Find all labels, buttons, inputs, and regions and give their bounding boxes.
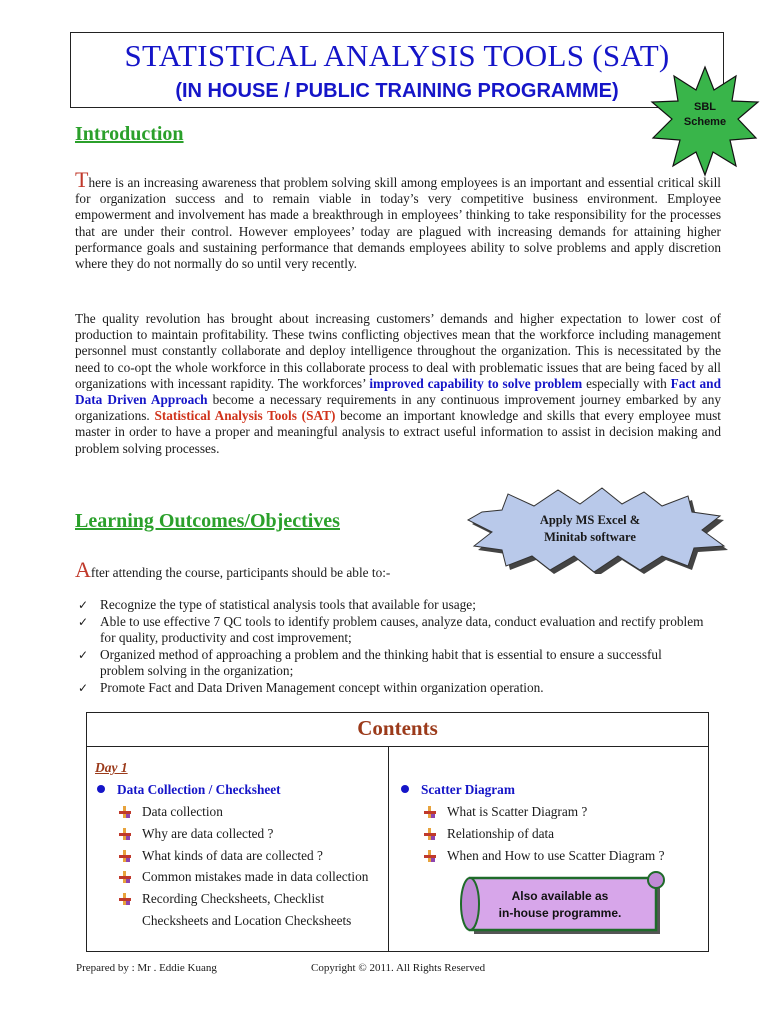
para2-highlight-sat: Statistical Analysis Tools (SAT) [154,408,336,424]
pointer-hand-icon [423,827,437,841]
data-collection-items [118,801,382,932]
intro-paragraph-2 [75,311,721,457]
pointer-hand-icon [118,849,132,863]
footer-copyright: Copyright © 2011. All Rights Reserved [311,962,486,974]
list-item [118,845,382,867]
contents-column-divider [388,746,389,952]
objective-item: ✓ Recognize the type of statistical analysis tools that available for usage; [75,597,707,614]
pointer-hand-icon [118,870,132,884]
learning-drop-initial: A [75,557,91,582]
list-item-text: Why are data collected ? [142,825,274,841]
para2-highlight-fact-data: Fact and Data Driven Approach [75,375,721,408]
sbl-badge-label [664,100,746,130]
pointer-hand-icon [118,805,132,819]
list-item-text: What is Scatter Diagram ? [447,804,588,819]
topic-scatter-diagram [401,782,515,798]
para2-text-1: The quality revolution has brought about increasing customers’ demands and higher expectation to lower cost of production to maintain profitability. These twins conflicting objectives mean that the workforce including management personnel must constantly collaborate and deploy intelligence throughout the organization. This is necessitated by the need to co-opt the whole workforce in this collaborate process to deal with problematic issues that are being faced by all organizations with incessant rapidity. The workforces’ [75,311,721,391]
learning-intro-text: fter attending the course, participants should be able to:- [90,565,391,580]
para2-text-3: become a necessary requirements in any continuous improvement journey embarked by any organizations. [75,392,721,424]
objective-item: ✓ Promote Fact and Data Driven Management concept within organization operation. [75,680,707,697]
list-item [118,866,382,888]
list-item-text: Relationship of data [447,825,555,841]
list-item-text: Recording Checksheets, Checklist Checksheets and Location Checksheets [142,891,352,928]
page-subtitle: (IN HOUSE / PUBLIC TRAINING PROGRAMME) [175,80,619,102]
callout-line-1: Apply MS Excel & [539,513,641,527]
list-item [118,823,382,845]
pointer-hand-icon [423,849,437,863]
list-item [423,845,707,867]
scatter-diagram-items [423,801,707,866]
scroll-line-2: in-house programme. [498,906,622,920]
pointer-hand-icon [118,827,132,841]
topic-heading: Data Collection / Checksheet [117,782,281,797]
topic-data-collection [97,782,281,798]
footer-prepared-by: Prepared by : Mr . Eddie Kuang [76,962,217,974]
list-item [118,888,382,932]
pointer-hand-icon [118,892,132,906]
list-item-text: Common mistakes made in data collection [142,869,369,885]
page-title: STATISTICAL ANALYSIS TOOLS (SAT) [124,38,670,73]
intro-paragraph-1 [75,167,721,272]
contents-title: Contents [357,716,438,740]
para2-text-2: especially with [582,375,671,391]
objectives-list [75,597,707,697]
para2-highlight-capability: improved capability to solve problem [369,375,583,391]
learning-outcomes-heading: Learning Outcomes/Objectives [75,510,340,532]
introduction-heading: Introduction [75,123,184,145]
contents-divider [86,746,709,747]
list-item [423,823,707,845]
scroll-line-1: Also available as [511,889,609,903]
intro-paragraph-1-text: here is an increasing awareness that problem solving skill among employees is an important and essential critical skill for organization success and to remain viable in today’s very competitive business environment. Employee empowerment and involvement has made a breakthrough in employees’ thinking to take responsibility for the processes that are under their control. However employees’ today are plagued with increasing demands for attaining higher performance goals and sustaining performance that demands employees ability to solve problems and apply discretion where they do not normally do so until very recently. [75,175,721,272]
day-label: Day 1 [95,760,128,775]
bullet-icon [401,785,409,793]
list-item-text: What kinds of data are collected ? [142,847,323,863]
list-item-text: Data collection [142,804,223,819]
drop-initial: T [75,167,89,192]
topic-heading: Scatter Diagram [421,782,515,797]
badge-line-1: SBL [694,101,716,113]
list-item [118,801,382,823]
list-item [423,801,707,823]
scroll-banner-text [470,888,650,922]
callout-text [520,512,660,546]
pointer-hand-icon [423,805,437,819]
objective-item: ✓ Able to use effective 7 QC tools to identify problem causes, analyze data, conduct evaluation and rectify problem for quality, productivity and cost improvement; [75,614,707,647]
callout-line-2: Minitab software [544,530,636,544]
learning-intro [75,557,721,582]
para2-text-4: become an important knowledge and skills that every employee must master in order to have a proper and meaningful analysis to extract useful information to assist in decision making and problem solving processes. [75,408,721,456]
bullet-icon [97,785,105,793]
badge-line-2: Scheme [683,116,727,128]
list-item-text: When and How to use Scatter Diagram ? [447,847,665,863]
objective-item: ✓ Organized method of approaching a problem and the thinking habit that is essential to ensure a successful problem solving in the organization; [75,647,707,680]
